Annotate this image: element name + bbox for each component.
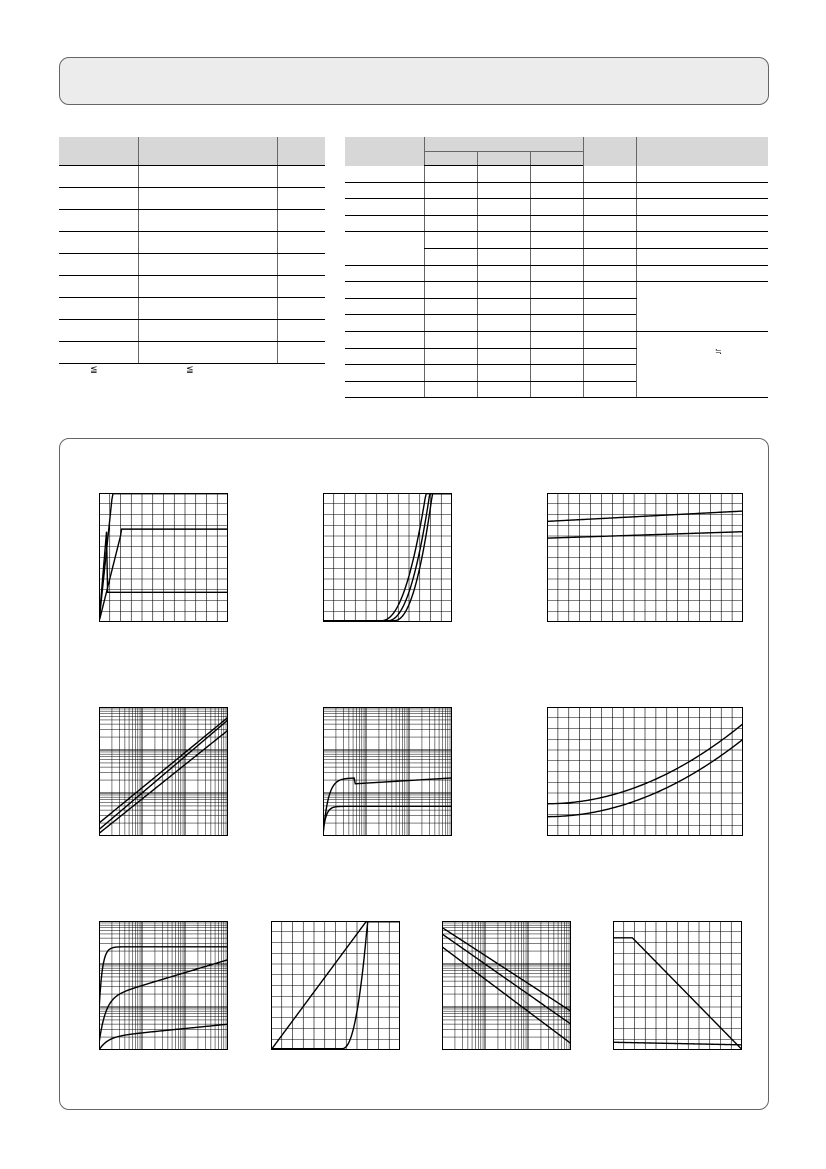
- table-cell: [477, 215, 530, 232]
- table-cell: [477, 166, 530, 183]
- chart-svg: [99, 707, 228, 836]
- table-cell: [583, 365, 636, 382]
- table-header-row: [59, 137, 325, 166]
- table-cell: [477, 282, 530, 299]
- table-cell: [59, 232, 138, 254]
- table-cell: [345, 365, 424, 382]
- table-cell: [424, 315, 477, 332]
- note-symbol-left: ≦: [90, 364, 98, 374]
- table-cell: [477, 232, 530, 249]
- table-cell: [345, 232, 424, 265]
- characteristic-chart-9: [442, 921, 571, 1050]
- table-cell: [138, 276, 277, 298]
- table-cell: [530, 348, 583, 365]
- table-cell: [277, 210, 325, 232]
- table-cell: [636, 232, 768, 249]
- table-cell: [59, 210, 138, 232]
- chart-svg: [99, 493, 228, 622]
- table-row: [59, 342, 325, 364]
- table-cell: [345, 315, 424, 332]
- table-cell: [530, 381, 583, 398]
- table-cell: [583, 166, 636, 183]
- table-row: [59, 188, 325, 210]
- table-cell: [138, 342, 277, 364]
- header-cell: [277, 137, 325, 166]
- table-row: [59, 232, 325, 254]
- table-cell: [345, 215, 424, 232]
- table-cell: [530, 331, 583, 348]
- table-cell: [636, 248, 768, 265]
- header-group-cell: [424, 137, 583, 152]
- table-cell: [583, 331, 636, 348]
- table-cell: [345, 348, 424, 365]
- table-cell: [424, 331, 477, 348]
- table-cell: [636, 215, 768, 232]
- table-cell: [424, 265, 477, 282]
- table-cell: [530, 248, 583, 265]
- table-cell: [138, 210, 277, 232]
- table-cell: [59, 320, 138, 342]
- chart-svg: [613, 921, 742, 1050]
- header-cell: [530, 152, 583, 166]
- table-row: [345, 182, 768, 199]
- table-row: [345, 166, 768, 183]
- table-cell: [636, 166, 768, 183]
- table-cell: [636, 282, 768, 332]
- table-cell: [345, 282, 424, 299]
- header-cell: [583, 137, 636, 166]
- table-cell: [530, 182, 583, 199]
- characteristic-chart-8: [271, 921, 400, 1050]
- table-cell: [424, 199, 477, 216]
- chart-svg: [442, 921, 571, 1050]
- table-cell: [59, 276, 138, 298]
- header-cell: [345, 137, 424, 166]
- table-cell: [277, 166, 325, 188]
- table-cell: [138, 166, 277, 188]
- page-title: [60, 58, 768, 82]
- table-header-row: [345, 137, 768, 152]
- table-cell: [277, 298, 325, 320]
- table-cell: [138, 188, 277, 210]
- table-cell: [277, 254, 325, 276]
- table-cell: [477, 315, 530, 332]
- table-cell: [424, 282, 477, 299]
- table-cell: [277, 276, 325, 298]
- electrical-characteristics-table: [345, 137, 768, 398]
- table-row: [345, 199, 768, 216]
- table-cell: [424, 348, 477, 365]
- table-cell: [583, 232, 636, 249]
- table-cell: [424, 232, 477, 249]
- table-cell: [345, 199, 424, 216]
- table-cell: [345, 265, 424, 282]
- table-cell: [636, 265, 768, 282]
- absolute-ratings-table: [59, 137, 325, 364]
- table-cell: [59, 298, 138, 320]
- table-cell: [138, 298, 277, 320]
- table-row: [59, 254, 325, 276]
- header-cell: [59, 137, 138, 166]
- table-cell: [277, 188, 325, 210]
- table-cell: [477, 348, 530, 365]
- characteristic-chart-2: [323, 493, 452, 622]
- table-row: [345, 265, 768, 282]
- table-cell: [583, 298, 636, 315]
- table-cell: [138, 232, 277, 254]
- table-cell: [424, 298, 477, 315]
- table-cell: [59, 188, 138, 210]
- characteristic-chart-4: [99, 707, 228, 836]
- table-cell: [583, 265, 636, 282]
- table-cell: [530, 265, 583, 282]
- characteristic-chart-3: [547, 493, 743, 622]
- plot-frame: [100, 708, 228, 836]
- table-row: [345, 282, 768, 299]
- chart-svg: [323, 493, 452, 622]
- table-cell: [583, 315, 636, 332]
- table-cell: [530, 282, 583, 299]
- chart-svg: [323, 707, 452, 836]
- table-cell: [477, 331, 530, 348]
- table-cell: [636, 199, 768, 216]
- header-cell: [477, 152, 530, 166]
- table-cell: [530, 315, 583, 332]
- header-cell: [424, 152, 477, 166]
- table-cell: [583, 215, 636, 232]
- table-cell: [424, 248, 477, 265]
- characteristic-chart-7: [99, 921, 228, 1050]
- table-cell: [277, 342, 325, 364]
- header-cell: [138, 137, 277, 166]
- header-title-box: [59, 57, 769, 105]
- table-cell: [477, 381, 530, 398]
- table-row: [345, 232, 768, 249]
- approx-symbol: ≒: [715, 347, 722, 356]
- table-row: [59, 276, 325, 298]
- table-cell: [59, 342, 138, 364]
- table-cell: [59, 166, 138, 188]
- table-cell: [583, 381, 636, 398]
- chart-svg: [99, 921, 228, 1050]
- table-cell: [345, 182, 424, 199]
- characteristic-chart-10: [613, 921, 742, 1050]
- table-cell: [477, 365, 530, 382]
- chart-svg: [547, 707, 743, 836]
- table-cell: [477, 182, 530, 199]
- table-cell: [583, 182, 636, 199]
- table-row: [345, 215, 768, 232]
- table-cell: [636, 331, 768, 397]
- characteristic-chart-6: [547, 707, 743, 836]
- table-cell: [424, 166, 477, 183]
- characteristic-chart-5: [323, 707, 452, 836]
- table-cell: [277, 320, 325, 342]
- table-cell: [277, 232, 325, 254]
- table-cell: [59, 254, 138, 276]
- table-cell: [424, 215, 477, 232]
- table-cell: [424, 182, 477, 199]
- table-cell: [424, 365, 477, 382]
- table-cell: [345, 298, 424, 315]
- table-cell: [345, 381, 424, 398]
- header-cell: [636, 137, 768, 166]
- table-cell: [477, 265, 530, 282]
- table-cell: [530, 215, 583, 232]
- table-cell: [583, 348, 636, 365]
- table-cell: [583, 282, 636, 299]
- table-cell: [424, 381, 477, 398]
- table-row: [59, 298, 325, 320]
- table-row: [59, 210, 325, 232]
- plot-frame: [324, 708, 452, 836]
- table-row: [59, 320, 325, 342]
- table-row: [59, 166, 325, 188]
- chart-svg: [547, 493, 743, 622]
- table-cell: [530, 365, 583, 382]
- characteristic-chart-1: [99, 493, 228, 622]
- table-cell: [138, 254, 277, 276]
- table-cell: [138, 320, 277, 342]
- note-symbol-right: ≦: [186, 364, 194, 374]
- table-cell: [530, 199, 583, 216]
- table-cell: [583, 248, 636, 265]
- table-cell: [477, 199, 530, 216]
- table-cell: [530, 232, 583, 249]
- table-cell: [345, 331, 424, 348]
- table-cell: [477, 298, 530, 315]
- table-cell: [583, 199, 636, 216]
- table-cell: [530, 166, 583, 183]
- table-row: [345, 331, 768, 348]
- chart-svg: [271, 921, 400, 1050]
- table-cell: [477, 248, 530, 265]
- table-cell: [636, 182, 768, 199]
- table-cell: [345, 166, 424, 183]
- table-cell: [530, 298, 583, 315]
